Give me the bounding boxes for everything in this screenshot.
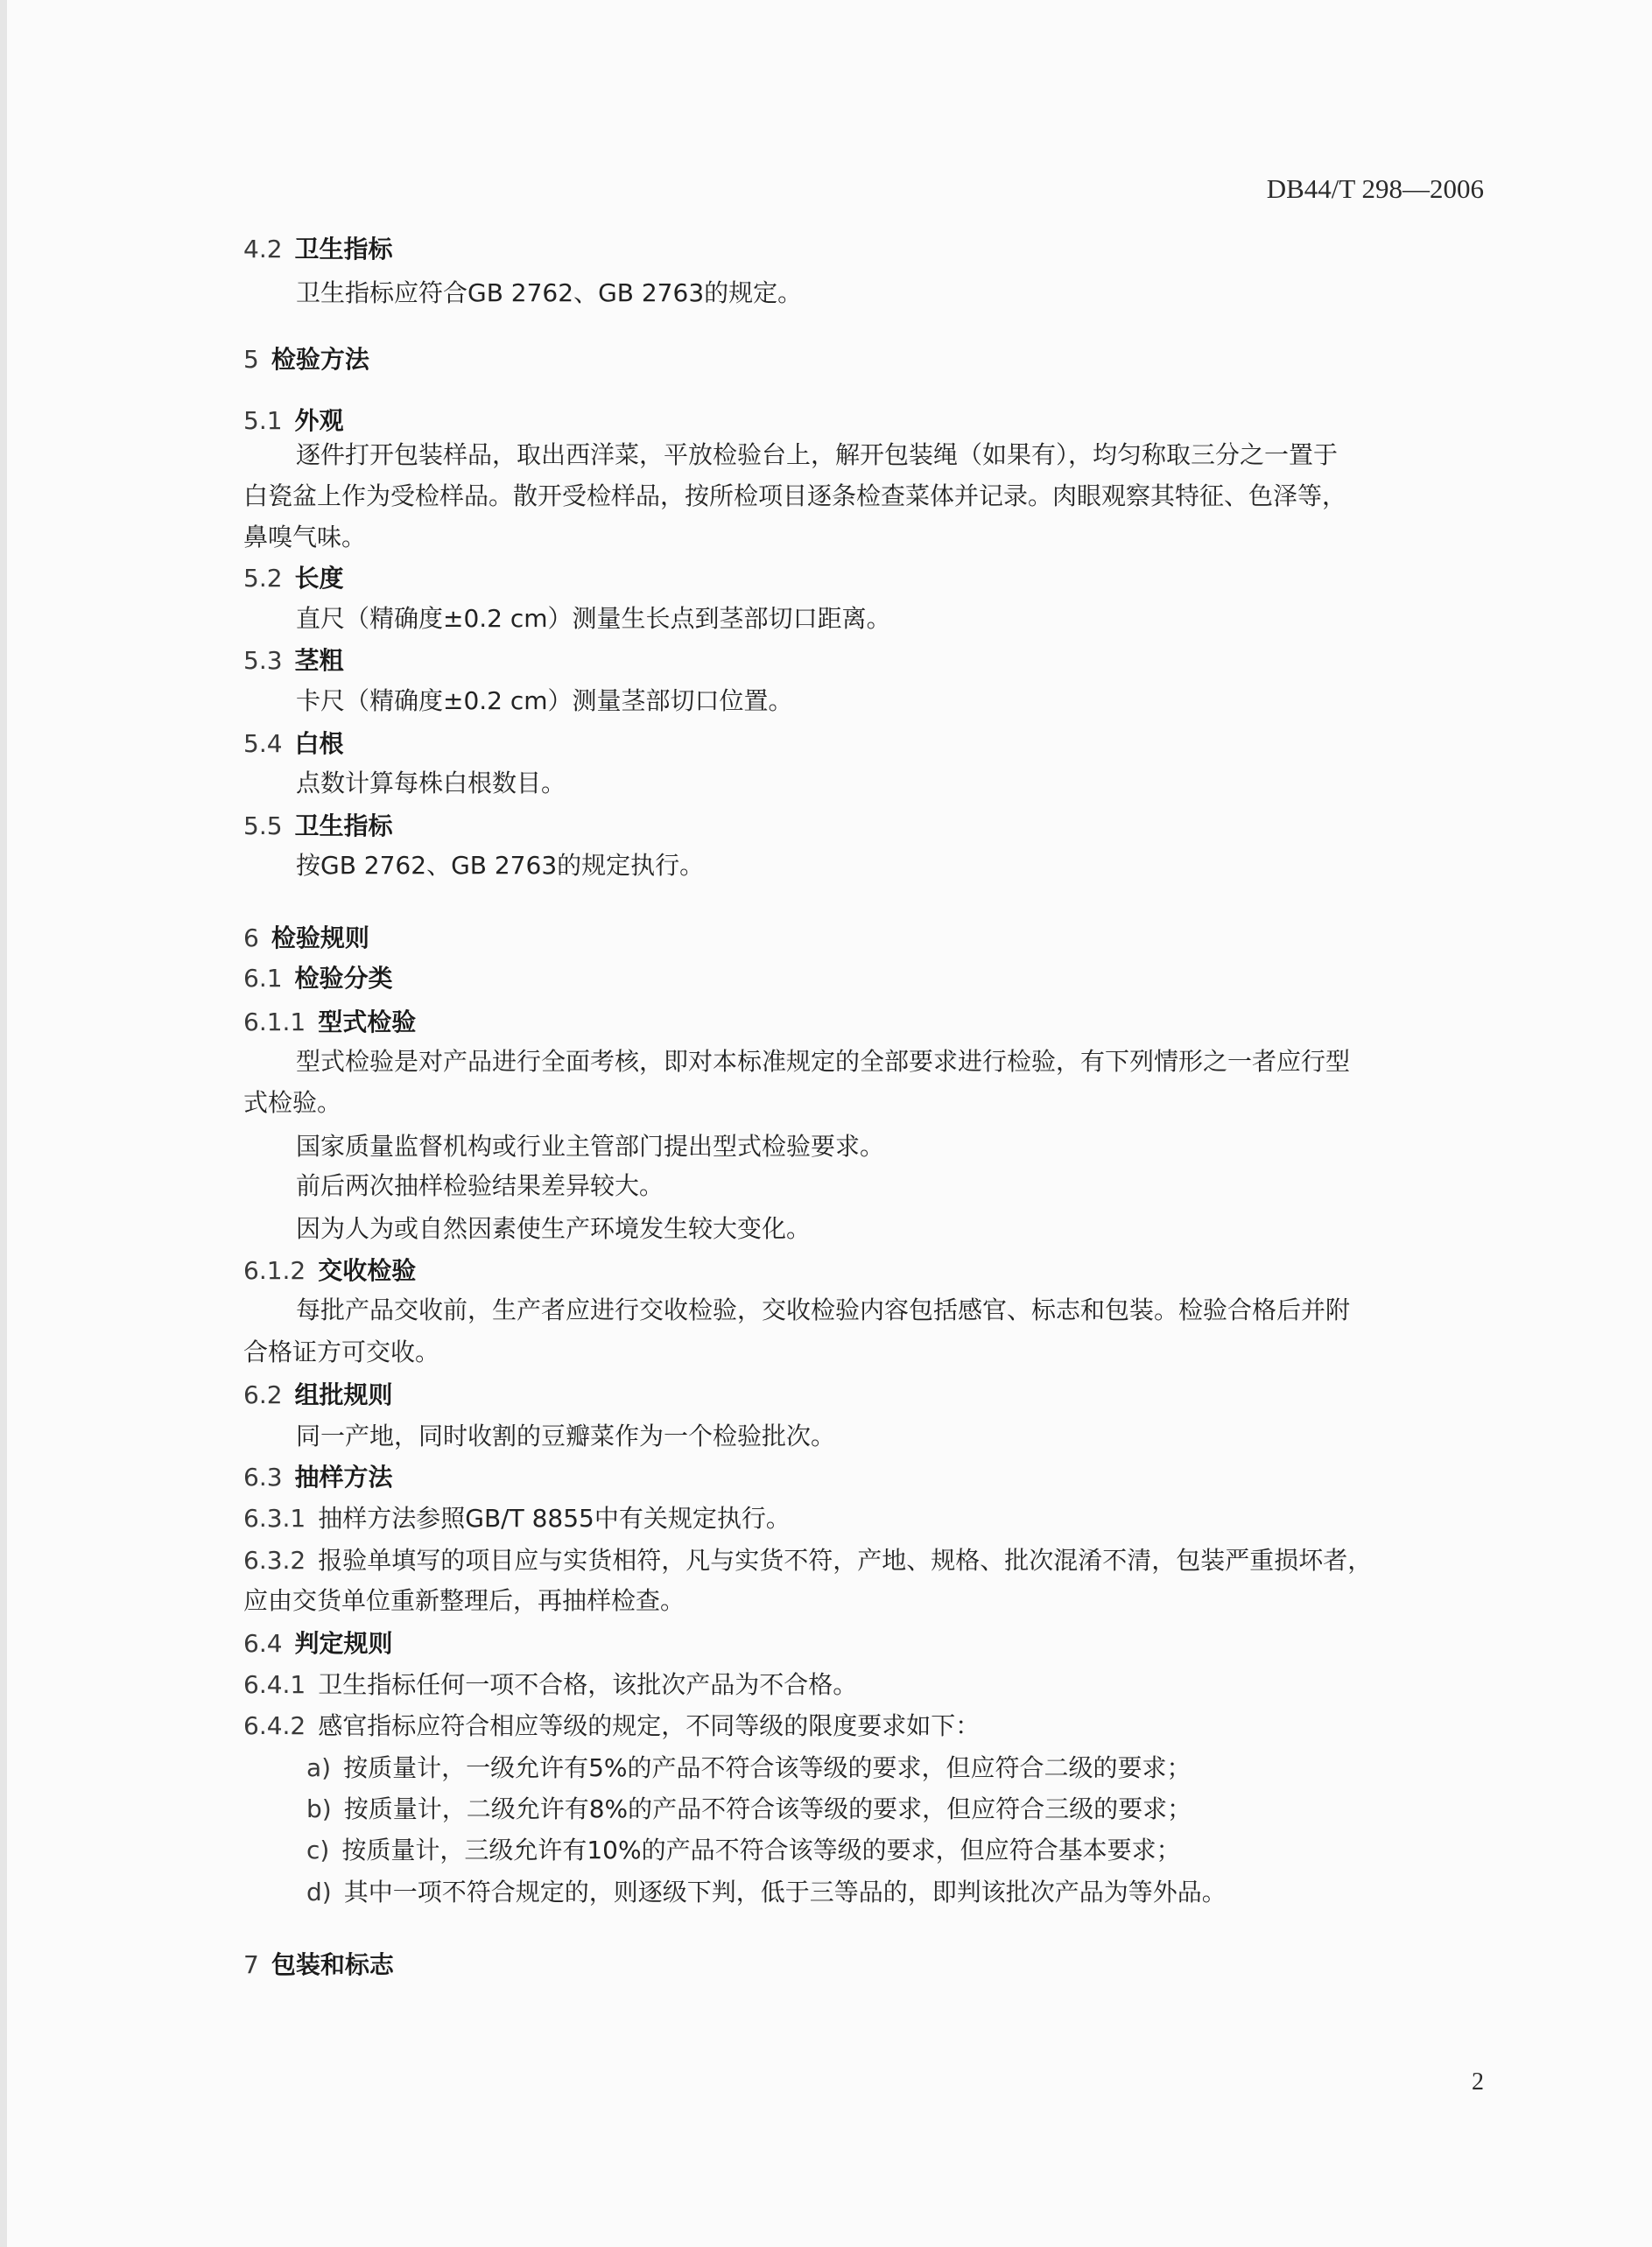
line-text: 应由交货单位重新整理后，再抽样检查。 bbox=[243, 1586, 685, 1615]
line-text: 直尺（精确度±0.2 cm）测量生长点到茎部切口距离。 bbox=[296, 604, 891, 633]
line-text: 白瓷盆上作为受检样品。散开受检样品，按所检项目逐条检查菜体并记录。肉眼观察其特征、色泽等， bbox=[243, 481, 1347, 510]
body-line bbox=[243, 1586, 1487, 1616]
body-line bbox=[296, 851, 1539, 881]
section-number: 6.1.2 bbox=[243, 1256, 306, 1285]
body-line bbox=[296, 278, 1539, 308]
body-line bbox=[243, 1088, 1487, 1118]
section-number: b) bbox=[306, 1794, 332, 1823]
section-number: 6.3.2 bbox=[243, 1546, 306, 1575]
standard-code: DB44/T 298—2006 bbox=[1266, 173, 1484, 204]
section-heading bbox=[243, 811, 1487, 841]
line-text: 逐件打开包装样品，取出西洋菜，平放检验台上，解开包装绳（如果有），均匀称取三分之一置于 bbox=[296, 440, 1339, 469]
section-number: c) bbox=[306, 1836, 330, 1864]
line-text: 茎粗 bbox=[294, 646, 344, 675]
section-heading bbox=[243, 1629, 1487, 1659]
section-number: 6.4.1 bbox=[243, 1670, 306, 1699]
line-text: 抽样方法参照GB/T 8855中有关规定执行。 bbox=[318, 1504, 791, 1533]
body-line bbox=[296, 1132, 1539, 1162]
body-line bbox=[243, 1711, 1487, 1741]
body-line bbox=[243, 1338, 1487, 1367]
body-line bbox=[243, 523, 1487, 552]
line-text: 检验分类 bbox=[294, 964, 393, 993]
line-text: 鼻嗅气味。 bbox=[243, 523, 367, 551]
line-text: 国家质量监督机构或行业主管部门提出型式检验要求。 bbox=[296, 1132, 885, 1161]
list-item bbox=[306, 1794, 1550, 1824]
list-item bbox=[306, 1836, 1550, 1865]
scan-edge bbox=[0, 0, 7, 2247]
body-line bbox=[296, 1171, 1539, 1201]
section-number: a) bbox=[306, 1753, 332, 1782]
section-number: 4.2 bbox=[243, 235, 283, 263]
line-text: 检验方法 bbox=[271, 345, 369, 374]
section-number: 5.3 bbox=[243, 646, 283, 675]
line-text: 感官指标应符合相应等级的规定，不同等级的限度要求如下： bbox=[318, 1711, 981, 1740]
body-line bbox=[296, 604, 1539, 634]
section-number: 5 bbox=[243, 345, 259, 374]
line-text: 同一产地，同时收割的豆瓣菜作为一个检验批次。 bbox=[296, 1422, 836, 1450]
section-number: 5.4 bbox=[243, 729, 283, 758]
section-heading bbox=[243, 646, 1487, 676]
section-heading bbox=[243, 345, 1487, 375]
line-text: 型式检验是对产品进行全面考核，即对本标准规定的全部要求进行检验，有下列情形之一者应行型 bbox=[296, 1047, 1351, 1076]
line-text: 按质量计，二级允许有8%的产品不符合该等级的要求，但应符合三级的要求； bbox=[343, 1794, 1192, 1823]
line-text: 外观 bbox=[294, 406, 344, 435]
section-number: 7 bbox=[243, 1950, 259, 1979]
section-heading bbox=[243, 1950, 1487, 1980]
line-text: 长度 bbox=[294, 564, 344, 593]
body-line bbox=[243, 1670, 1487, 1700]
line-text: 式检验。 bbox=[243, 1088, 342, 1117]
section-number: 6.1 bbox=[243, 964, 283, 993]
body-line bbox=[296, 1214, 1539, 1244]
line-text: 报验单填写的项目应与实货相符，凡与实货不符，产地、规格、批次混淆不清，包装严重损坏者， bbox=[318, 1546, 1373, 1575]
body-line bbox=[296, 686, 1539, 716]
line-text: 卫生指标应符合GB 2762、GB 2763的规定。 bbox=[296, 278, 803, 307]
section-number: 6.4 bbox=[243, 1629, 283, 1658]
section-heading bbox=[243, 1008, 1487, 1037]
section-number: 6.1.1 bbox=[243, 1008, 306, 1036]
section-number: 5.5 bbox=[243, 811, 283, 840]
section-number: 6.3 bbox=[243, 1463, 283, 1492]
section-heading bbox=[243, 1256, 1487, 1286]
line-text: 白根 bbox=[294, 729, 344, 758]
page-number: 2 bbox=[1472, 2068, 1484, 2096]
section-heading bbox=[243, 729, 1487, 759]
line-text: 因为人为或自然因素使生产环境发生较大变化。 bbox=[296, 1214, 812, 1243]
line-text: 组批规则 bbox=[294, 1380, 393, 1409]
line-text: 包装和标志 bbox=[271, 1950, 394, 1979]
body-line bbox=[243, 481, 1487, 511]
line-text: 点数计算每株白根数目。 bbox=[296, 769, 566, 797]
section-heading bbox=[243, 235, 1487, 264]
line-text: 型式检验 bbox=[318, 1008, 417, 1036]
line-text: 前后两次抽样检验结果差异较大。 bbox=[296, 1171, 664, 1200]
line-text: 卫生指标 bbox=[294, 235, 393, 263]
section-heading bbox=[243, 964, 1487, 994]
line-text: 按质量计，一级允许有5%的产品不符合该等级的要求，但应符合二级的要求； bbox=[343, 1753, 1192, 1782]
line-text: 合格证方可交收。 bbox=[243, 1338, 440, 1366]
body-line bbox=[296, 440, 1539, 470]
section-heading bbox=[243, 1380, 1487, 1410]
line-text: 按GB 2762、GB 2763的规定执行。 bbox=[296, 851, 705, 880]
section-number: 6 bbox=[243, 923, 259, 952]
body-line bbox=[243, 1546, 1487, 1576]
section-heading bbox=[243, 406, 1487, 436]
section-number: 6.3.1 bbox=[243, 1504, 306, 1533]
section-number: d) bbox=[306, 1878, 332, 1906]
line-text: 抽样方法 bbox=[294, 1463, 393, 1492]
body-line bbox=[296, 1422, 1539, 1451]
line-text: 交收检验 bbox=[318, 1256, 417, 1285]
section-heading bbox=[243, 1463, 1487, 1492]
line-text: 按质量计，三级允许有10%的产品不符合该等级的要求，但应符合基本要求； bbox=[341, 1836, 1181, 1864]
body-line bbox=[296, 769, 1539, 798]
list-item bbox=[306, 1753, 1550, 1783]
line-text: 判定规则 bbox=[294, 1629, 393, 1658]
body-line bbox=[243, 1504, 1487, 1534]
list-item bbox=[306, 1878, 1550, 1907]
section-number: 6.2 bbox=[243, 1380, 283, 1409]
body-line bbox=[296, 1296, 1539, 1325]
section-number: 5.1 bbox=[243, 406, 283, 435]
section-number: 5.2 bbox=[243, 564, 283, 593]
line-text: 检验规则 bbox=[271, 923, 369, 952]
line-text: 卫生指标 bbox=[294, 811, 393, 840]
line-text: 其中一项不符合规定的，则逐级下判，低于三等品的，即判该批次产品为等外品。 bbox=[343, 1878, 1227, 1906]
line-text: 每批产品交收前，生产者应进行交收检验，交收检验内容包括感官、标志和包装。检验合格后并附 bbox=[296, 1296, 1351, 1324]
line-text: 卫生指标任何一项不合格，该批次产品为不合格。 bbox=[318, 1670, 858, 1699]
section-heading bbox=[243, 564, 1487, 593]
section-number: 6.4.2 bbox=[243, 1711, 306, 1740]
body-line bbox=[296, 1047, 1539, 1077]
section-heading bbox=[243, 923, 1487, 953]
line-text: 卡尺（精确度±0.2 cm）测量茎部切口位置。 bbox=[296, 686, 793, 715]
